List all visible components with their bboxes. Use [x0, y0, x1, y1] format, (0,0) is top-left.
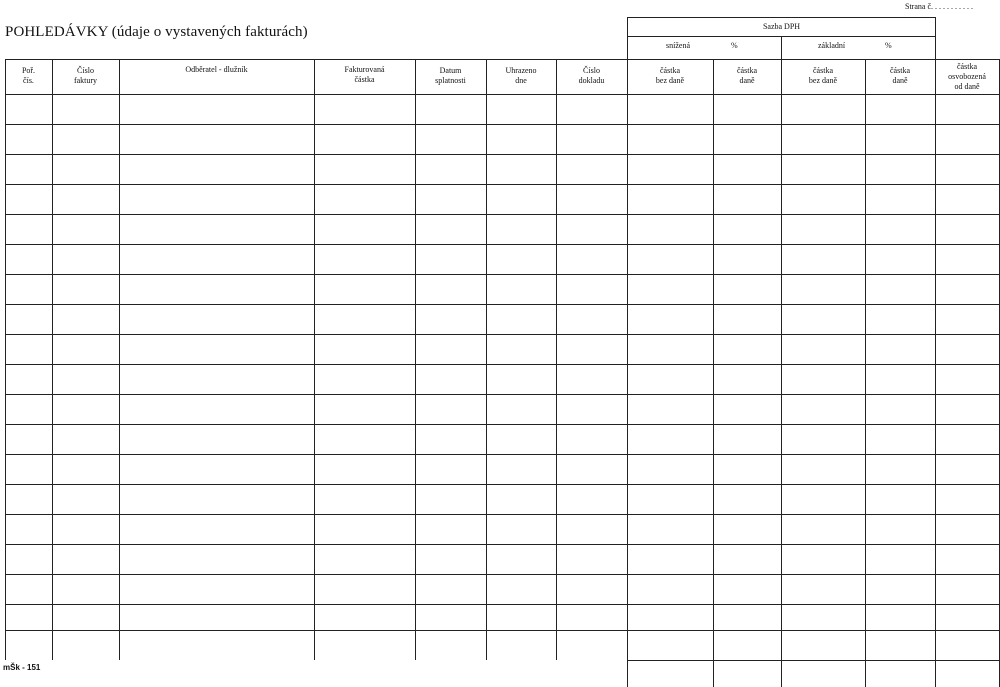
- column-header: Fakturovaná částka: [344, 65, 385, 84]
- column-header: Číslo dokladu: [578, 66, 605, 85]
- column-header: Číslo faktury: [73, 66, 98, 85]
- page-number-label: Strana č. . . . . . . . . . .: [905, 2, 973, 11]
- column-header: částka daně: [737, 66, 757, 85]
- vat-basic-percent: %: [885, 41, 892, 50]
- vat-basic-label: základní: [818, 41, 846, 50]
- form-code: mŠk - 151: [3, 663, 41, 672]
- column-header: Poř. čís.: [21, 66, 36, 85]
- column-header: Datum splatnosti: [435, 66, 466, 85]
- vat-rate-heading: Sazba DPH: [762, 22, 801, 31]
- vat-reduced-percent: %: [731, 41, 738, 50]
- column-header: částka daně: [890, 66, 910, 85]
- column-header: částka bez daně: [808, 66, 838, 85]
- column-header: částka bez daně: [655, 66, 685, 85]
- vat-reduced-label: snížená: [666, 41, 690, 50]
- column-header: Uhrazeno dne: [505, 66, 537, 85]
- page-title: POHLEDÁVKY (údaje o vystavených fakturách): [5, 24, 308, 40]
- column-header: částka osvobozená od daně: [948, 62, 986, 91]
- column-header: Odběratel - dlužník: [185, 65, 248, 74]
